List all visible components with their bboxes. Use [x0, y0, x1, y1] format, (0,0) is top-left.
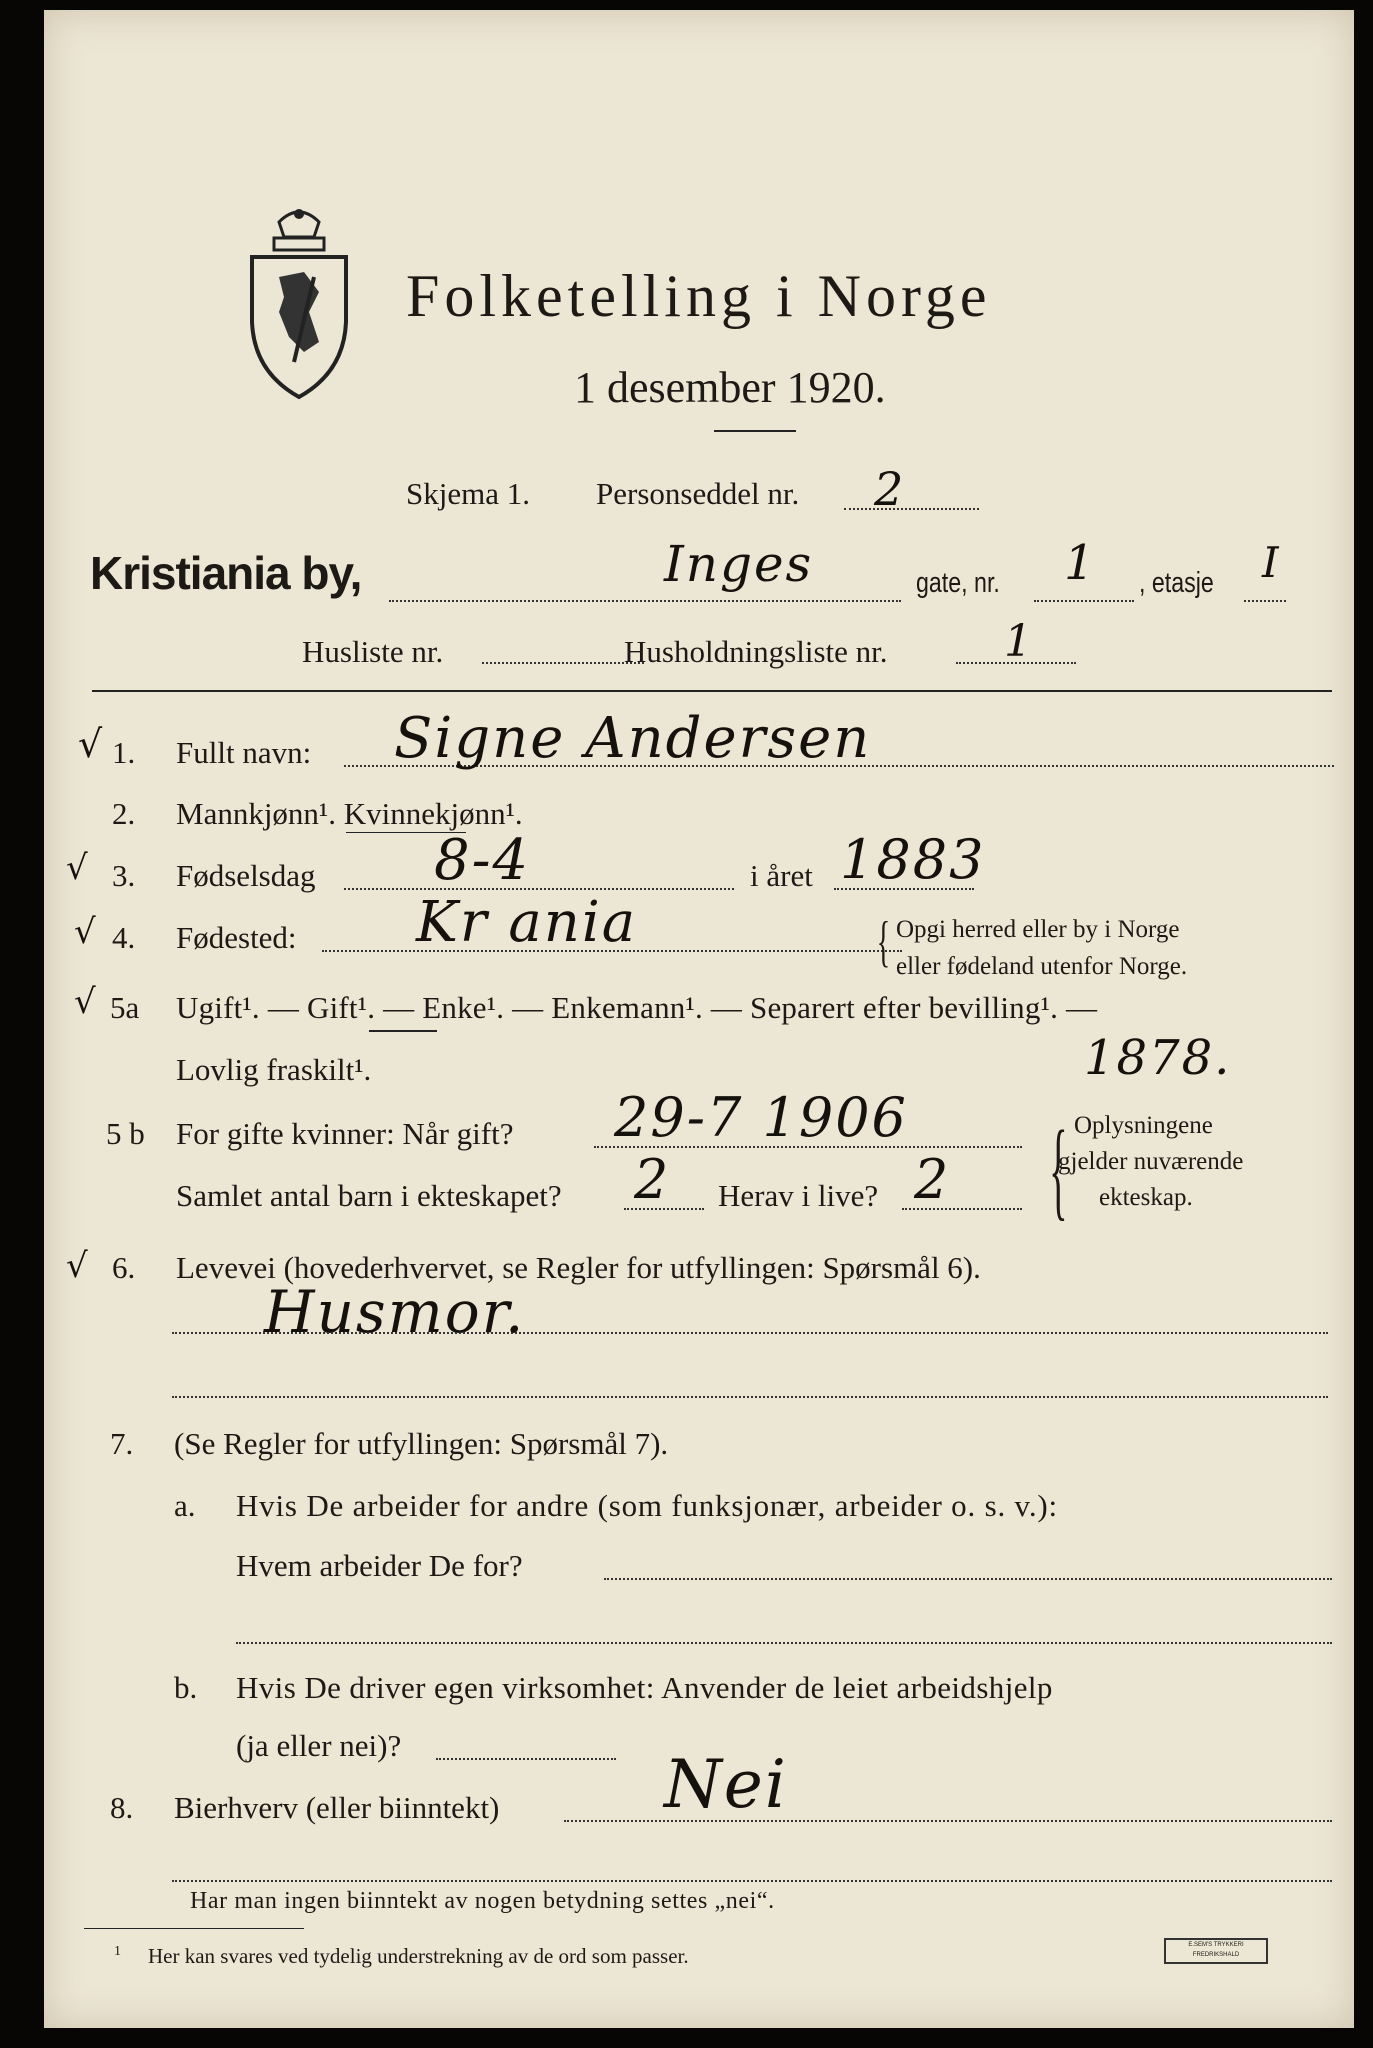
form-title: Folketelling i Norge: [406, 263, 992, 329]
q5a-number: 5a: [110, 990, 140, 1025]
check-mark: √: [66, 848, 90, 888]
check-mark: √: [74, 912, 98, 952]
occupation-value[interactable]: Husmor.: [264, 1278, 526, 1346]
side-income-label: Bierhverv (eller biinntekt): [174, 1790, 500, 1825]
q7-label: (Se Regler for utfyllingen: Spørsmål 7).: [174, 1426, 669, 1461]
gate-nr-value[interactable]: 1: [1064, 535, 1097, 591]
census-form: [44, 10, 1354, 2028]
margin-year-value[interactable]: 1878.: [1084, 1030, 1232, 1086]
children-alive-label: Herav i live?: [718, 1178, 879, 1213]
q3-label: Fødselsdag: [176, 858, 316, 893]
married-date-value[interactable]: 29-7 1906: [614, 1086, 908, 1149]
q6-number: 6.: [112, 1250, 136, 1285]
birthplace-note-2: eller fødeland utenfor Norge.: [896, 953, 1188, 980]
brace: {: [876, 911, 891, 973]
marriage-note-3: ekteskap.: [1099, 1184, 1193, 1211]
birthplace-note-1: Opgi herred eller by i Norge: [896, 916, 1180, 943]
married-when-label: For gifte kvinner: Når gift?: [176, 1116, 514, 1151]
marital-underline: [369, 1030, 437, 1032]
marriage-note-2: gjelder nuværende: [1058, 1148, 1244, 1175]
husholdning-label: Husholdningsliste nr.: [624, 634, 888, 669]
q4-label: Fødested:: [176, 920, 297, 955]
q3-number: 3.: [112, 858, 136, 893]
etasje-value[interactable]: I: [1262, 538, 1281, 587]
children-total-value[interactable]: 2: [634, 1148, 671, 1211]
no-income-note: Har man ingen biinntekt av nogen betydning settes „nei“.: [190, 1888, 775, 1914]
q2-number: 2.: [112, 796, 136, 831]
q1-number: 1.: [112, 735, 136, 770]
q7b-letter: b.: [174, 1670, 198, 1705]
footnote-number: 1: [114, 1944, 121, 1959]
q7b-line-2: (ja eller nei)?: [236, 1728, 402, 1763]
person-nr-value[interactable]: 2: [874, 462, 906, 516]
side-income-value[interactable]: Nei: [664, 1746, 788, 1823]
year-label: i året: [750, 858, 813, 893]
q7a-line-1: Hvis De arbeider for andre (som funksjonær, arbeider o. s. v.):: [236, 1488, 1058, 1523]
check-mark: √: [74, 982, 98, 1022]
census-date: 1 desember 1920.: [574, 363, 886, 412]
birth-year-value[interactable]: 1883: [840, 828, 986, 891]
printer-stamp: E.SEM'S TRYKKERI FREDRIKSHALD: [1164, 1938, 1268, 1964]
birthdate-value[interactable]: 8-4: [434, 828, 531, 893]
children-alive-value[interactable]: 2: [914, 1148, 951, 1211]
birthplace-value[interactable]: Kr ania: [416, 890, 638, 955]
marriage-note-1: Oplysningene: [1074, 1112, 1213, 1139]
footnote-text: Her kan svares ved tydelig understrekning av de ord som passer.: [148, 1944, 689, 1968]
q4-number: 4.: [112, 920, 136, 955]
check-mark: √: [66, 1246, 90, 1286]
occupation-label: Levevei (hovederhvervet, se Regler for utfyllingen: Spørsmål 6).: [176, 1250, 981, 1285]
q5b-number: 5 b: [106, 1116, 145, 1151]
gender-options: Mannkjønn¹. Kvinnekjønn¹.: [176, 796, 523, 831]
header-divider: [92, 690, 1332, 692]
q7a-line-2: Hvem arbeider De for?: [236, 1548, 523, 1583]
street-value[interactable]: Inges: [664, 535, 814, 593]
children-total-label: Samlet antal barn i ekteskapet?: [176, 1178, 562, 1213]
check-mark: √: [78, 722, 105, 766]
q1-label: Fullt navn:: [176, 735, 312, 770]
q7b-line-1: Hvis De driver egen virksomhet: Anvender de leiet arbeidshjelp: [236, 1670, 1053, 1705]
full-name-value[interactable]: Signe Andersen: [394, 706, 872, 771]
brace: {: [1049, 1108, 1068, 1230]
marital-status-options: Ugift¹. — Gift¹. — Enke¹. — Enkemann¹. — Separert efter bevilling¹. —: [176, 990, 1098, 1025]
coat-of-arms-icon: [244, 202, 354, 402]
title-divider: [714, 430, 796, 432]
gate-label: gate, nr.: [916, 567, 1000, 599]
q8-number: 8.: [110, 1790, 134, 1825]
schema-label: Skjema 1.: [406, 476, 530, 511]
footnote-divider: [84, 1928, 304, 1929]
person-label: Personseddel nr.: [596, 476, 800, 511]
city-label: Kristiania by,: [90, 547, 362, 599]
husliste-label: Husliste nr.: [302, 634, 444, 669]
etasje-label: , etasje: [1139, 567, 1214, 599]
q7-number: 7.: [110, 1426, 134, 1461]
marital-status-options-2: Lovlig fraskilt¹.: [176, 1052, 372, 1087]
q7a-letter: a.: [174, 1488, 196, 1523]
husholdning-nr-value[interactable]: 1: [1004, 616, 1034, 667]
